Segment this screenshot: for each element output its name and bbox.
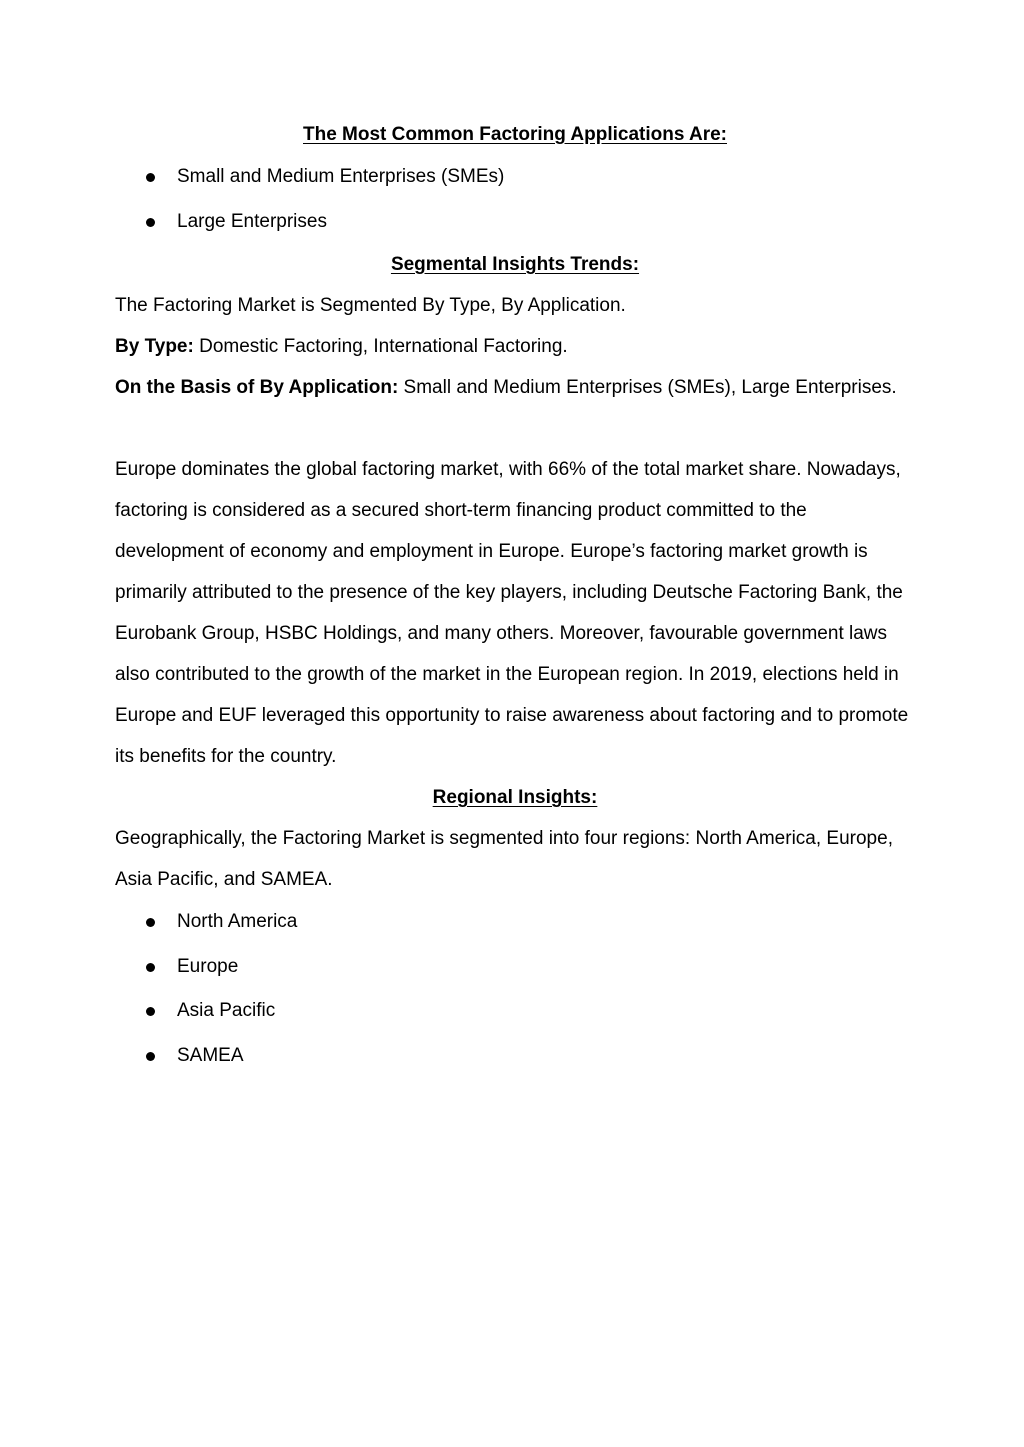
list-item [115, 155, 915, 200]
list-item-text: North America [177, 911, 298, 932]
bullet-icon [146, 1007, 155, 1016]
bullet-icon [146, 963, 155, 972]
by-application-label: On the Basis of By Application: [115, 377, 399, 398]
list-item [115, 945, 915, 990]
by-type-text: Domestic Factoring, International Factoring. [193, 336, 568, 357]
applications-list [115, 155, 915, 244]
bullet-icon [146, 218, 155, 227]
regions-list [115, 900, 915, 1078]
list-item-text: Europe [177, 955, 239, 977]
list-item-text: Asia Pacific [177, 1000, 276, 1021]
bullet-icon [146, 1052, 155, 1061]
by-application-text: Small and Medium Enterprises (SMEs), Large Enterprises. [398, 377, 897, 398]
by-type-label: By Type: [115, 336, 194, 357]
bullet-icon [146, 918, 155, 927]
list-item [115, 1034, 915, 1079]
document-page [115, 114, 915, 1078]
list-item [115, 200, 915, 245]
segmental-intro: The Factoring Market is Segmented By Type, By Application. [115, 295, 626, 316]
europe-paragraph: Europe dominates the global factoring market, with 66% of the total market share. Nowadays, factoring is considered as a secured short-term financing product committed to the development of economy and employment in Europe. Europe’s factoring market growth is primarily attributed to the presence of the key players, including Deutsche Factoring Bank, the Eurobank Group, HSBC Holdings, and many others. Moreover, favourable government laws also contributed to the growth of the market in the European region. In 2019, elections held in Europe and EUF leveraged this opportunity to raise awareness about factoring and to promote its benefits for the country. [115, 459, 909, 767]
by-type-line [115, 326, 915, 367]
by-application-line [115, 367, 915, 408]
regional-heading: Regional Insights: [432, 787, 598, 808]
list-item-text: SAMEA [177, 1044, 244, 1066]
list-item-text: Small and Medium Enterprises (SMEs) [177, 166, 505, 187]
list-item [115, 900, 915, 945]
bullet-icon [146, 173, 155, 182]
list-item [115, 989, 915, 1034]
regional-intro: Geographically, the Factoring Market is segmented into four regions: North America, Europe, Asia Pacific, and SAMEA. [115, 828, 893, 890]
applications-heading: The Most Common Factoring Applications Are: [303, 124, 727, 145]
paragraph-spacer [115, 408, 915, 449]
segmental-heading: Segmental Insights Trends: [390, 254, 640, 275]
list-item-text: Large Enterprises [177, 210, 327, 232]
